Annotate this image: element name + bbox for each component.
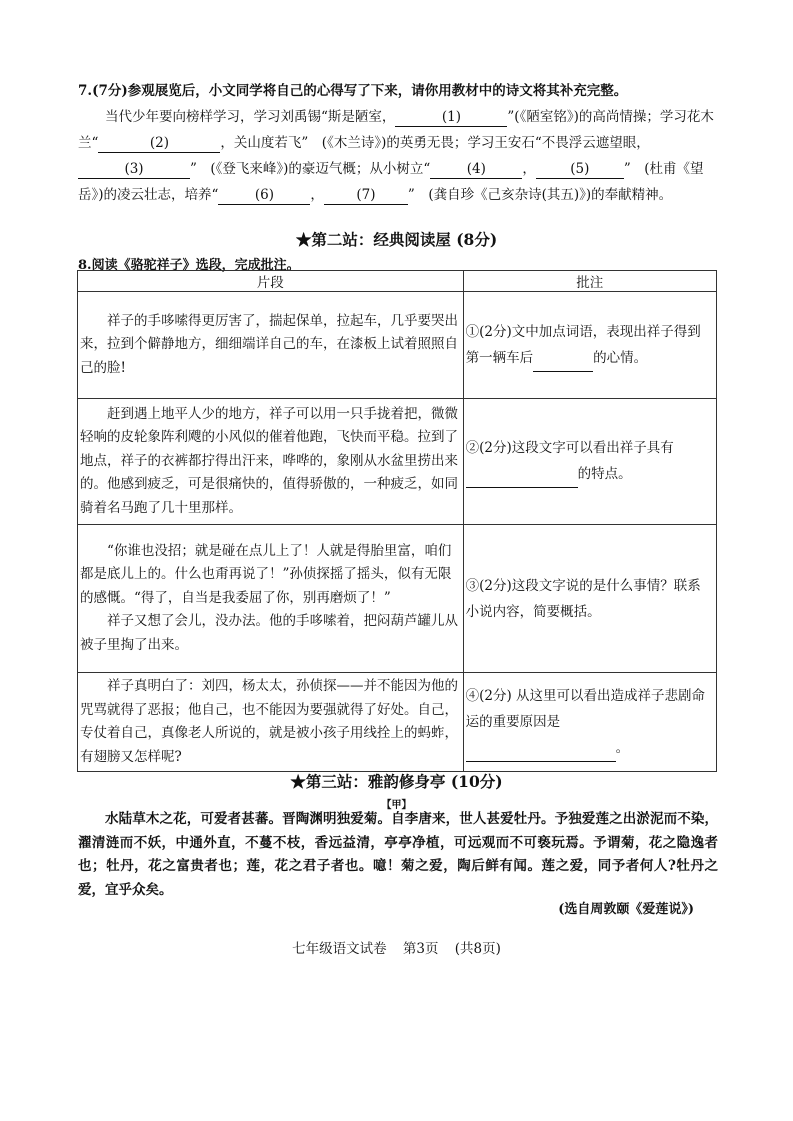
table-header-row (78, 271, 717, 292)
q7-text-1: 当代少年要向榜样学习，学习刘禹锡“斯是陋室， (105, 109, 396, 125)
note-text: 的特点。 (577, 466, 632, 482)
page-footer (0, 937, 793, 957)
table-row (78, 292, 717, 399)
fragment-cell-1 (78, 292, 464, 399)
classical-passage (78, 808, 718, 902)
blank-1[interactable]: (1) (395, 108, 507, 127)
fragment-cell-2 (78, 399, 464, 525)
annotation-table (77, 270, 717, 772)
q7-text-5: ， (522, 161, 536, 177)
question-7 (78, 78, 718, 208)
fragment-text: “你谁也没招；就是碰在点儿上了！人就是得胎里富，咱们都是底儿上的。什么也甭再说了！”孙侦探摇了摇头，似有无限的感慨。“得了，自当是我委屈了你，别再磨烦了！” (80, 542, 452, 606)
blank-2[interactable]: (2) (98, 134, 220, 153)
blank-7[interactable]: (7) (324, 186, 408, 205)
table-row (78, 399, 717, 525)
note-text: ②(2分)这段文字可以看出祥子具有 (465, 440, 674, 456)
note-text: ①(2分)文中加点词语，表现出祥子得到第一辆车后 (465, 323, 701, 366)
fragment-text: 祥子的手哆嗦得更厉害了，揣起保单，拉起车，几乎要哭出来，拉到个僻静地方，细细端详自己的车，在漆板上试着照照自己的脸! (80, 312, 458, 376)
note-cell-2[interactable] (463, 399, 716, 525)
q7-text-2: ”(《陋室铭》)的高尚情操；学习花木兰“ (78, 109, 714, 151)
q7-text-6: ” (杜甫《望岳》)的凌云壮志，培养“ (78, 161, 704, 203)
passage-source: (选自周敦颐《爱莲说》) (558, 902, 694, 917)
table-row (78, 525, 717, 673)
footer-subject: 七年级语文试卷 (292, 941, 387, 957)
question-7-body (78, 104, 718, 208)
fragment-text: 祥子又想了会儿，没办法。他的手哆嗦着，把闷葫芦罐儿从被子里掏了出来。 (80, 613, 458, 653)
note-text: ④(2分) 从这里可以看出造成祥子悲剧命运的重要原因是 (465, 687, 706, 730)
question-7-intro: 7.(7分)参观展览后，小文同学将自己的心得写了下来，请你用教材中的诗文将其补充完整。 (78, 83, 628, 99)
passage-label: 【甲】 (381, 800, 412, 811)
note-cell-4[interactable] (463, 673, 716, 772)
q7-text-7: ， (310, 187, 324, 203)
answer-blank[interactable] (466, 461, 578, 488)
fragment-text: 赶到遇上地平人少的地方，祥子可以用一只手拢着把，微微轻响的皮轮象阵利飕的小风似的催着他跑，飞快而平稳。拉到了地点，祥子的衣裤都拧得出汗来，哗哗的，象刚从水盆里捞出来的。他感到疲乏，可是很痛快的，值得骄傲的，一种疲乏，如同骑着名马跑了几十里那样。 (80, 405, 458, 516)
header-fragment: 片段 (78, 271, 464, 292)
table-row (78, 673, 717, 772)
fragment-cell-3 (78, 525, 464, 673)
fragment-cell-4 (78, 673, 464, 772)
footer-total-pages: (共8页) (454, 941, 501, 957)
note-text: 的心情。 (593, 349, 648, 366)
note-cell-1[interactable] (463, 292, 716, 399)
blank-6[interactable]: (6) (218, 186, 310, 205)
answer-blank[interactable] (533, 345, 593, 372)
q7-text-8: ” (龚自珍《己亥杂诗(其五)》)的奉献精神。 (407, 187, 673, 203)
footer-page-number: 第3页 (402, 941, 439, 957)
question-8-title: 8.阅读《骆驼祥子》选段，完成批注。 (78, 258, 300, 273)
station-2-heading: ★第二站：经典阅读屋 (8分) (295, 230, 498, 249)
note-text: 。 (615, 739, 630, 756)
q7-text-4: ” (《登飞来峰》)的豪迈气概；从小树立“ (190, 161, 431, 177)
answer-blank[interactable] (466, 735, 616, 762)
note-text: ③(2分)这段文字说的是什么事情？联系小说内容，简要概括。 (465, 577, 701, 620)
header-note: 批注 (463, 271, 716, 292)
blank-4[interactable]: (4) (430, 160, 522, 179)
blank-3[interactable]: (3) (78, 160, 190, 179)
fragment-text: 祥子真明白了：刘四，杨太太，孙侦探——并不能因为他的咒骂就得了恶报；他自己，也不能因为要强就得了好处。自己，专仗着自己，真像老人所说的，就是被小孩子用线拴上的蚂蚱，有翅膀又怎样呢? (80, 678, 458, 765)
passage-text: 水陆草木之花，可爱者甚蕃。晋陶渊明独爱菊。自李唐来，世人甚爱牡丹。予独爱莲之出淤泥而不染，濯清涟而不妖，中通外直，不蔓不枝，香远益清，亭亭净植，可远观而不可亵玩焉。予谓菊，花之隐逸者也；牡丹，花之富贵者也；莲，花之君子者也。噫！菊之爱，陶后鲜有闻。莲之爱，同予者何人?牡丹之爱，宜乎众矣。 (78, 811, 718, 898)
q7-text-3: ，关山度若飞” (《木兰诗》)的英勇无畏；学习王安石“不畏浮云遮望眼， (220, 135, 650, 151)
station-3-heading: ★第三站：雅韵修身亭 (10分) (290, 772, 503, 791)
blank-5[interactable]: (5) (536, 160, 624, 179)
note-cell-3[interactable] (463, 525, 716, 673)
